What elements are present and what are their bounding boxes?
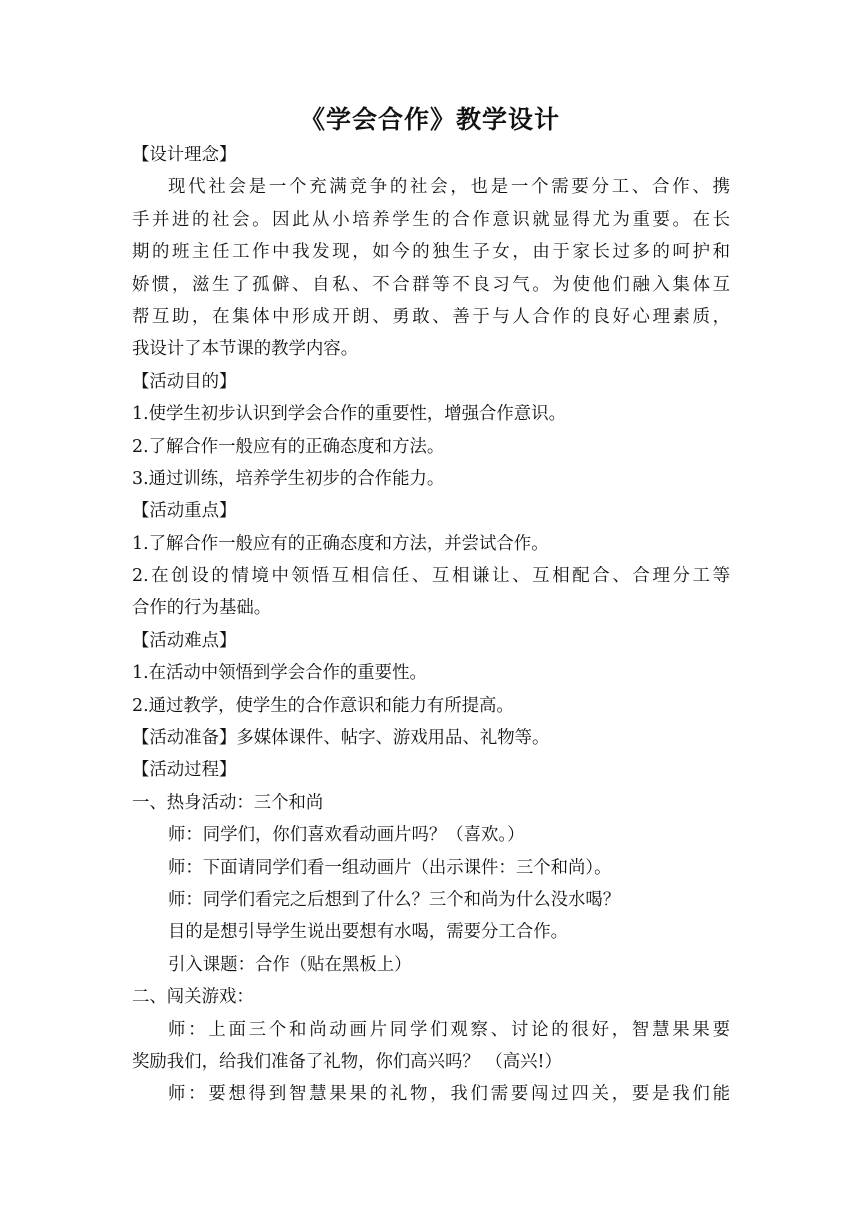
dialogue-line: 目的是想引导学生说出要想有水喝，需要分工合作。	[168, 922, 568, 943]
list-item: 1.了解合作一般应有的正确态度和方法，并尝试合作。	[132, 533, 549, 554]
dialogue-line: 师：同学们，你们喜欢看动画片吗？（喜欢。）	[168, 825, 525, 846]
process-part-title: 一、热身活动：三个和尚	[132, 792, 324, 813]
section-heading-process: 【活动过程】	[132, 760, 237, 781]
paragraph-line: 手并进的社会。因此从小培养学生的合作意识就显得尤为重要。在长	[132, 209, 730, 230]
section-heading-difficulties: 【活动难点】	[132, 630, 237, 651]
section-heading-preparation: 【活动准备】	[132, 728, 237, 749]
list-item: 2.通过教学，使学生的合作意识和能力有所提高。	[132, 695, 514, 716]
paragraph-line: 现代社会是一个充满竞争的社会，也是一个需要分工、合作、携	[168, 177, 730, 198]
list-item: 3.通过训练，培养学生初步的合作能力。	[132, 468, 445, 489]
dialogue-line: 引入课题：合作（贴在黑板上）	[168, 954, 412, 975]
process-part-title: 二、闯关游戏：	[132, 987, 254, 1008]
section-heading-key-points: 【活动重点】	[132, 501, 237, 522]
dialogue-line: 师：上面三个和尚动画片同学们观察、讨论的很好，智慧果果要	[168, 1019, 730, 1040]
section-heading-design-concept: 【设计理念】	[132, 145, 237, 165]
document-title: 《学会合作》教学设计	[299, 105, 560, 134]
paragraph-line: 我设计了本节课的教学内容。	[132, 339, 359, 360]
dialogue-line: 师：要想得到智慧果果的礼物，我们需要闯过四关，要是我们能	[168, 1084, 730, 1105]
list-item: 1.在活动中领悟到学会合作的重要性。	[132, 663, 427, 684]
list-item: 2.了解合作一般应有的正确态度和方法。	[132, 436, 445, 457]
list-item: 1.使学生初步认识到学会合作的重要性，增强合作意识。	[132, 404, 566, 425]
list-item: 合作的行为基础。	[132, 598, 272, 619]
document-body	[132, 139, 730, 1111]
section-heading-purpose: 【活动目的】	[132, 371, 237, 392]
paragraph-line: 期的班主任工作中我发现，如今的独生子女，由于家长过多的呵护和	[132, 242, 730, 263]
list-item: 2.在创设的情境中领悟互相信任、互相谦让、互相配合、合理分工等	[132, 566, 730, 587]
dialogue-line: 奖励我们，给我们准备了礼物，你们高兴吗？ （高兴!）	[132, 1051, 562, 1072]
section-preparation	[132, 722, 730, 754]
dialogue-line: 师：同学们看完之后想到了什么？三个和尚为什么没水喝？	[168, 889, 621, 910]
dialogue-line: 师：下面请同学们看一组动画片（出示课件：三个和尚）。	[168, 857, 612, 878]
paragraph-line: 帮互助，在集体中形成开朗、勇敢、善于与人合作的良好心理素质，	[132, 306, 730, 327]
preparation-text: 多媒体课件、帖字、游戏用品、礼物等。	[236, 728, 550, 749]
paragraph-line: 娇惯，滋生了孤僻、自私、不合群等不良习气。为使他们融入集体互	[132, 274, 730, 295]
